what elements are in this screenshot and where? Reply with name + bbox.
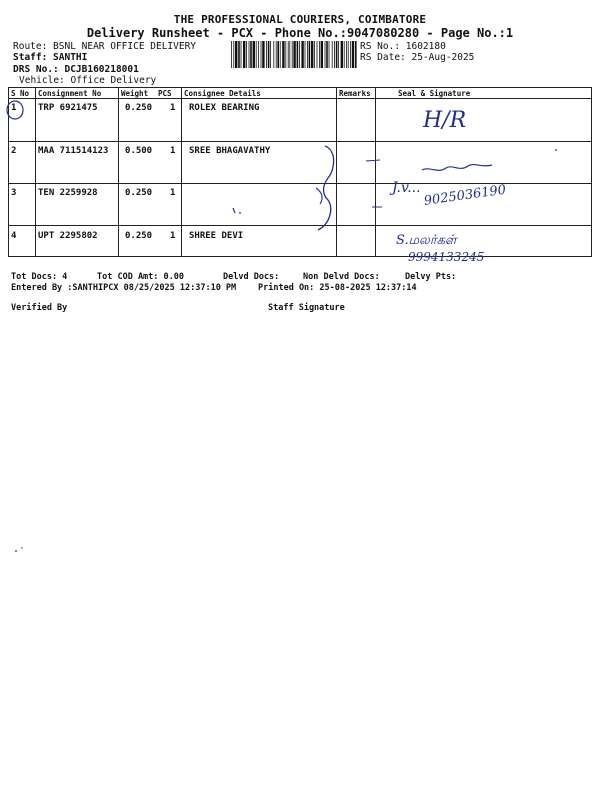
row1-sno: 1 — [11, 103, 17, 113]
row1-consignee: ROLEX BEARING — [189, 103, 260, 113]
row4-pcs: 1 — [170, 231, 176, 241]
staff-signature-label: Staff Signature — [268, 303, 345, 313]
row4-consignment: UPT 2295802 — [38, 231, 98, 241]
company-title: THE PROFESSIONAL COURIERS, COIMBATORE — [173, 13, 427, 26]
row4-weight: 0.250 — [125, 231, 153, 241]
row2-consignment: MAA 711514123 — [38, 146, 109, 156]
row3-signature: J.v... — [392, 180, 421, 196]
row1-consignment: TRP 6921475 — [38, 103, 98, 113]
rs-number: RS No.: 1602180 — [360, 41, 446, 52]
col-header-weight: Weight — [121, 89, 149, 98]
route-label: Route: BSNL NEAR OFFICE DELIVERY — [13, 41, 197, 52]
non-delivered-docs: Non Delvd Docs: — [303, 272, 380, 282]
col-header-seal-signature: Seal & Signature — [398, 89, 471, 98]
row2-consignee: SREE BHAGAVATHY — [189, 146, 271, 156]
row3-consignment: TEN 2259928 — [38, 188, 98, 198]
row4-sno: 4 — [11, 231, 17, 241]
rs-date: RS Date: 25-Aug-2025 — [360, 52, 475, 63]
entered-by: Entered By :SANTHIPCX 08/25/2025 12:37:10 PM — [11, 283, 237, 293]
staff-label: Staff: SANTHI — [13, 52, 88, 63]
row1-weight: 0.250 — [125, 103, 153, 113]
verified-by-label: Verified By — [11, 303, 68, 313]
col-header-sno: S No — [11, 89, 30, 98]
delivery-points: Delvy Pts: — [405, 272, 457, 282]
row3-sno: 3 — [11, 188, 17, 198]
total-cod-amount: Tot COD Amt: 0.00 — [97, 272, 184, 282]
row2-sno: 2 — [11, 146, 17, 156]
row3-pcs: 1 — [170, 188, 176, 198]
drs-number: DRS No.: DCJB160218001 — [13, 64, 139, 75]
row2-pcs: 1 — [170, 146, 176, 156]
row1-pcs: 1 — [170, 103, 176, 113]
row4-consignee: SHREE DEVI — [189, 231, 244, 241]
row3-weight: 0.250 — [125, 188, 153, 198]
col-header-remarks: Remarks — [339, 89, 371, 98]
row4-signature: S.மலர்கள் — [396, 233, 457, 248]
vehicle-label: Vehicle: Office Delivery — [19, 75, 157, 86]
col-header-pcs: PCS — [158, 89, 172, 98]
row3-phone: 9025036190 — [422, 182, 507, 209]
row1-signature: H/R — [423, 108, 467, 133]
col-header-consignment: Consignment No — [38, 89, 102, 98]
total-docs: Tot Docs: 4 — [11, 272, 68, 282]
row4-phone: 9994133245 — [408, 250, 485, 264]
runsheet-subtitle: Delivery Runsheet - PCX - Phone No.:9047080280 - Page No.:1 — [86, 26, 514, 40]
delivered-docs: Delvd Docs: — [223, 272, 280, 282]
col-header-consignee: Consignee Details — [184, 89, 261, 98]
row2-weight: 0.500 — [125, 146, 153, 156]
printed-on: Printed On: 25-08-2025 12:37:14 — [258, 283, 417, 293]
